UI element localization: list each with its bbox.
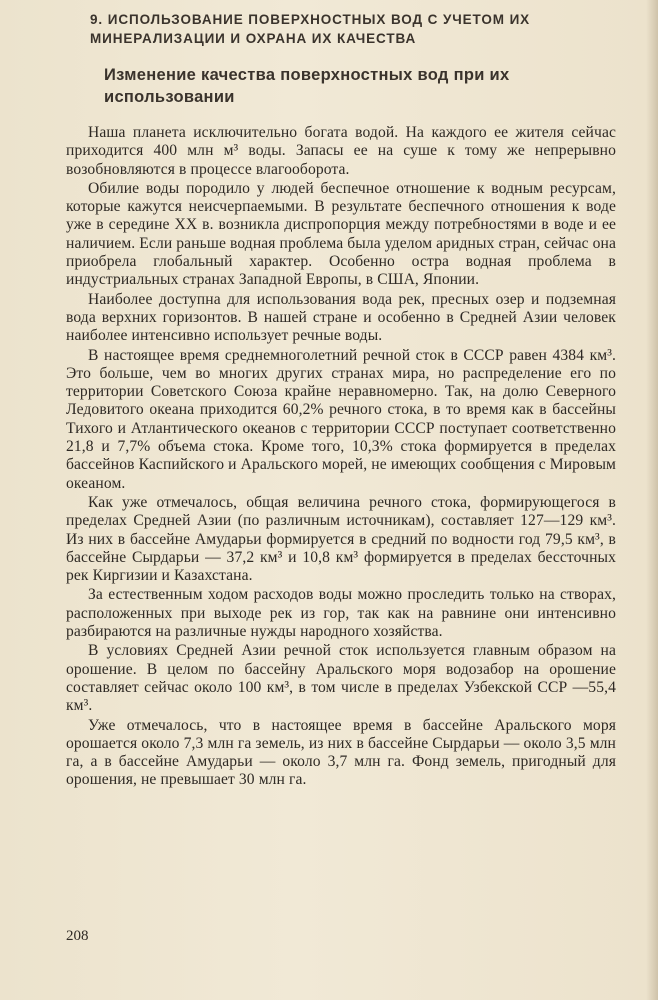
body-text <box>66 124 616 790</box>
paragraph: За естественным ходом расходов воды можно проследить только на створах, расположенных при выходе рек из гор, так как на равнине они интенсивно разбираются на различные нужды народного хозяйства. <box>66 586 616 641</box>
paragraph: В настоящее время среднемноголетний речной сток в СССР равен 4384 км³. Это больше, чем во многих других странах мира, но распределение его по территории Советского Союза крайне неравномерно. Так, на долю Северного Ледовитого океана приходится 60,2% речного стока, в то время как в бассейны Тихого и Атлантического океанов с территории СССР поступает соответственно 21,8 и 7,7% объема стока. Кроме того, 10,3% стока формируется в пределах бассейнов Каспийского и Аральского морей, не имеющих сообщения с Мировым океаном. <box>66 346 616 492</box>
paragraph: Как уже отмечалось, общая величина речного стока, формирующегося в пределах Средней Азии (по различным источникам), составляет 127—129 км³. Из них в бассейне Амударьи формируется в средний по водности год 79,5 км³, в бассейне Сырдарьи — 37,2 км³ и 10,8 км³ формируется в пределах бессточных рек Киргизии и Казахстана. <box>66 493 616 585</box>
page-edge-shadow <box>646 0 658 1000</box>
paragraph: Уже отмечалось, что в настоящее время в бассейне Аральского моря орошается около 7,3 млн га земель, из них в бассейне Сырдарьи — около 3,5 млн га, а в бассейне Амударьи — около 3,7 млн га. Фонд земель, пригодный для орошения, не превышает 30 млн га. <box>66 716 616 789</box>
paragraph: Наиболее доступна для использования вода рек, пресных озер и подземная вода верхних горизонтов. В нашей стране и особенно в Средней Азии человек наиболее интенсивно использует речные воды. <box>66 290 616 345</box>
chapter-heading: 9. ИСПОЛЬЗОВАНИЕ ПОВЕРХНОСТНЫХ ВОД С УЧЕТОМ ИХ МИНЕРАЛИЗАЦИИ И ОХРАНА ИХ КАЧЕСТВА <box>90 12 531 46</box>
paragraph: Наша планета исключительно богата водой. На каждого ее жителя сейчас приходится 400 млн м³ воды. Запасы ее на суше к тому же непрерывно возобновляются в процессе влагооборота. <box>66 124 616 178</box>
section-title: Изменение качества поверхностных вод при их использовании <box>104 66 510 106</box>
paragraph: Обилие воды породило у людей беспечное отношение к водным ресурсам, которые кажутся неисчерпаемыми. В результате беспечного отношения к воде уже в середине XX в. возникла диспропорция между потребностями в воде и ее наличием. Если раньше водная проблема была уделом аридных стран, сейчас она приобрела глобальный характер. Особенно остра водная проблема в индустриальных странах Западной Европы, в США, Японии. <box>66 179 616 289</box>
paragraph: В условиях Средней Азии речной сток используется главным образом на орошение. В целом по бассейну Аральского моря водозабор на орошение составляет сейчас около 100 км³, в том числе в пределах Узбекской ССР —55,4 км³. <box>66 642 616 715</box>
page-number: 208 <box>66 928 89 944</box>
